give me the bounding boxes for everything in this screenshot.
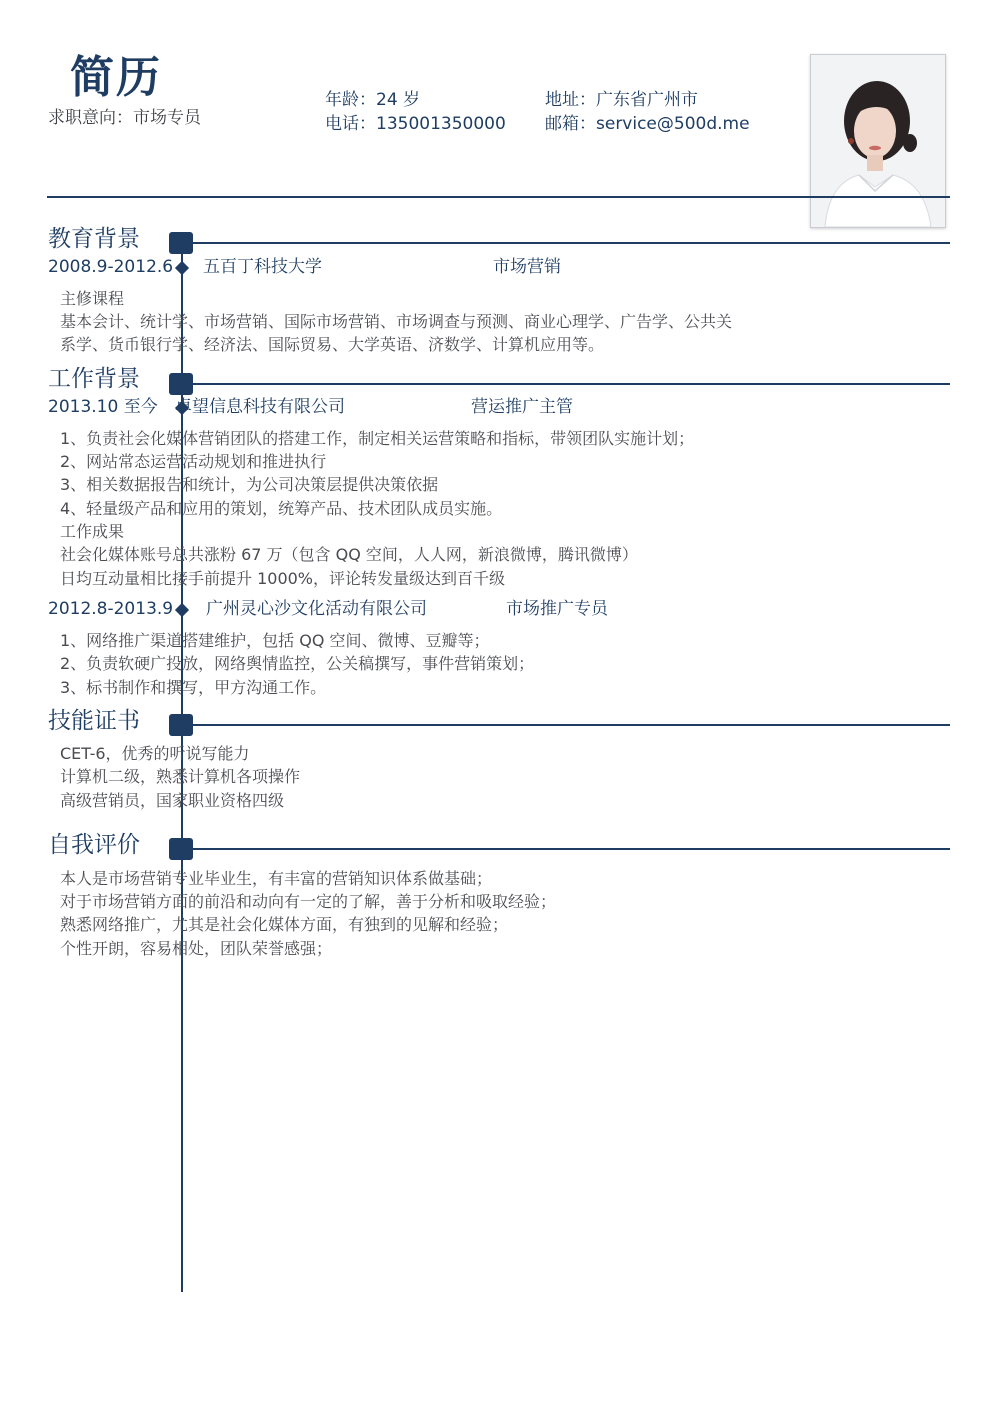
education-title: 教育背景 <box>48 226 140 252</box>
education-diamond <box>175 261 189 275</box>
self-title: 自我评价 <box>48 832 140 858</box>
job-line: 2、网站常态运营活动规划和推进执行 <box>60 452 327 471</box>
job-date: 2012.8-2013.9 <box>48 599 174 619</box>
job-line: 4、轻量级产品和应用的策划，统筹产品、技术团队成员实施。 <box>60 499 503 518</box>
skill-line: 高级营销员，国家职业资格四级 <box>60 791 285 810</box>
job-diamond <box>175 603 189 617</box>
job-date: 2013.10 至今 <box>48 397 158 417</box>
job-line: 日均互动量相比接手前提升 1000%，评论转发量级达到百千级 <box>60 569 506 588</box>
portrait-image <box>811 55 945 227</box>
job-line: 3、标书制作和撰写，甲方沟通工作。 <box>60 678 327 697</box>
address-info: 地址：广东省广州市 <box>545 90 698 110</box>
self-marker <box>169 838 193 860</box>
work-marker <box>169 373 193 395</box>
education-line: 主修课程 <box>60 289 125 308</box>
header-divider <box>47 196 950 198</box>
email-info: 邮箱：service@500d.me <box>545 114 750 134</box>
job-role: 营运推广主管 <box>471 397 573 417</box>
self-line: 对于市场营销方面的前沿和动向有一定的了解，善于分析和吸取经验； <box>60 892 557 911</box>
work-title: 工作背景 <box>48 366 140 392</box>
skills-rule <box>180 724 950 726</box>
skills-marker <box>169 714 193 736</box>
skill-line: 计算机二级，熟悉计算机各项操作 <box>60 767 301 786</box>
phone-info: 电话：135001350000 <box>325 114 506 134</box>
self-line: 熟悉网络推广，尤其是社会化媒体方面，有独到的见解和经验； <box>60 915 509 934</box>
skills-title: 技能证书 <box>48 708 140 734</box>
education-rule <box>180 242 950 244</box>
work-rule <box>180 383 950 385</box>
job-line: 3、相关数据报告和统计，为公司决策层提供决策依据 <box>60 475 439 494</box>
education-major: 市场营销 <box>493 257 561 277</box>
job-line: 工作成果 <box>60 522 125 541</box>
education-school: 五百丁科技大学 <box>203 257 322 277</box>
self-line: 个性开朗，容易相处，团队荣誉感强； <box>60 939 333 958</box>
job-intent: 求职意向：市场专员 <box>48 108 201 128</box>
job-company: 卓望信息科技有限公司 <box>175 397 345 417</box>
profile-photo <box>810 54 946 228</box>
self-rule <box>180 848 950 850</box>
job-company: 广州灵心沙文化活动有限公司 <box>206 599 427 619</box>
education-marker <box>169 232 193 254</box>
job-line: 1、负责社会化媒体营销团队的搭建工作，制定相关运营策略和指标，带领团队实施计划； <box>60 429 695 448</box>
age-info: 年龄：24 岁 <box>325 90 421 110</box>
job-line: 1、网络推广渠道搭建维护，包括 QQ 空间、微博、豆瓣等； <box>60 631 490 650</box>
skill-line: CET-6，优秀的听说写能力 <box>60 744 250 763</box>
job-role: 市场推广专员 <box>506 599 608 619</box>
page-title: 简历 <box>70 52 162 103</box>
job-line: 2、负责软硬广投放，网络舆情监控，公关稿撰写，事件营销策划； <box>60 654 535 673</box>
education-line: 基本会计、统计学、市场营销、国际市场营销、市场调查与预测、商业心理学、广告学、公共关 <box>60 312 733 331</box>
education-line: 系学、货币银行学、经济法、国际贸易、大学英语、济数学、计算机应用等。 <box>60 335 605 354</box>
job-line: 社会化媒体账号总共涨粉 67 万（包含 QQ 空间，人人网，新浪微博，腾讯微博） <box>60 545 638 564</box>
self-line: 本人是市场营销专业毕业生，有丰富的营销知识体系做基础； <box>60 869 493 888</box>
education-date: 2008.9-2012.6 <box>48 257 174 277</box>
